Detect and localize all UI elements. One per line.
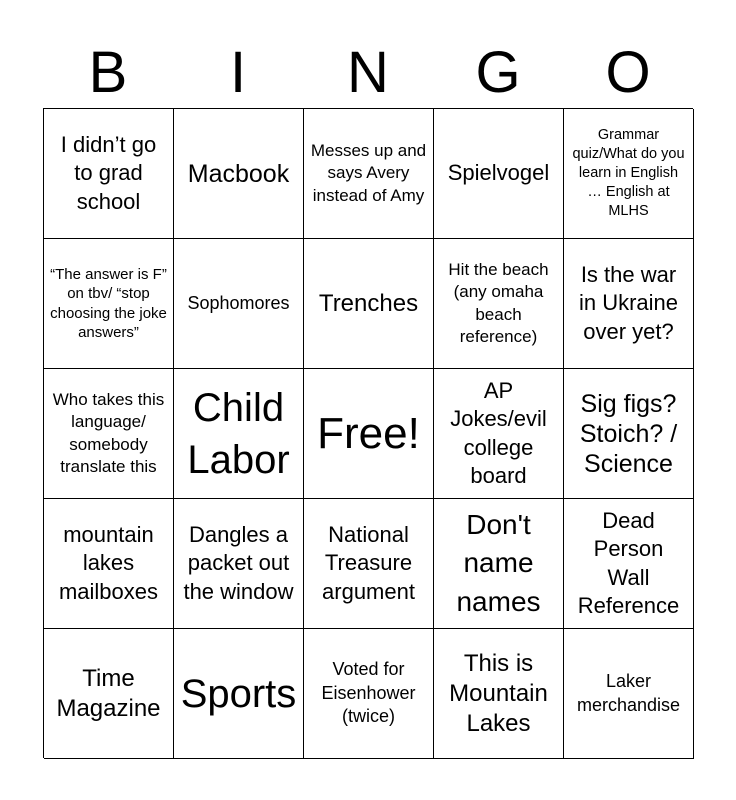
bingo-cell-r1-c1[interactable]: I didn’t go to grad school: [44, 109, 174, 239]
bingo-cell-r3-c2[interactable]: Child Labor: [174, 369, 304, 499]
bingo-cell-r4-c1[interactable]: mountain lakes mailboxes: [44, 499, 174, 629]
bingo-cell-r1-c3[interactable]: Messes up and says Avery instead of Amy: [304, 109, 434, 239]
bingo-cell-r4-c3[interactable]: National Treasure argument: [304, 499, 434, 629]
bingo-cell-r2-c5[interactable]: Is the war in Ukraine over yet?: [564, 239, 694, 369]
bingo-cell-r4-c2[interactable]: Dangles a packet out the window: [174, 499, 304, 629]
bingo-cell-r1-c5[interactable]: Grammar quiz/What do you learn in English … English at MLHS: [564, 109, 694, 239]
bingo-cell-r3-c3-free[interactable]: Free!: [304, 369, 434, 499]
bingo-card-grid: [43, 108, 693, 758]
bingo-cell-r1-c4[interactable]: Spielvogel: [434, 109, 564, 239]
bingo-cell-r2-c1[interactable]: “The answer is F” on tbv/ “stop choosing the joke answers”: [44, 239, 174, 369]
bingo-cell-r5-c3[interactable]: Voted for Eisenhower (twice): [304, 629, 434, 759]
bingo-cell-r3-c4[interactable]: AP Jokes/evil college board: [434, 369, 564, 499]
bingo-cell-r2-c4[interactable]: Hit the beach (any omaha beach reference): [434, 239, 564, 369]
header-letter-i: I: [229, 40, 247, 105]
bingo-cell-r5-c4[interactable]: This is Mountain Lakes: [434, 629, 564, 759]
bingo-cell-r2-c2[interactable]: Sophomores: [174, 239, 304, 369]
bingo-cell-r4-c4[interactable]: Don't name names: [434, 499, 564, 629]
bingo-cell-r5-c2[interactable]: Sports: [174, 629, 304, 759]
bingo-cell-r5-c1[interactable]: Time Magazine: [44, 629, 174, 759]
bingo-cell-r1-c2[interactable]: Macbook: [174, 109, 304, 239]
header-letter-g: G: [475, 40, 521, 105]
bingo-cell-r3-c1[interactable]: Who takes this language/ somebody translate this: [44, 369, 174, 499]
bingo-header: [43, 40, 693, 106]
bingo-cell-r2-c3[interactable]: Trenches: [304, 239, 434, 369]
header-letter-n: N: [347, 40, 389, 105]
header-letter-b: B: [88, 40, 128, 105]
bingo-cell-r3-c5[interactable]: Sig figs? Stoich? / Science: [564, 369, 694, 499]
bingo-cell-r4-c5[interactable]: Dead Person Wall Reference: [564, 499, 694, 629]
bingo-cell-r5-c5[interactable]: Laker merchandise: [564, 629, 694, 759]
header-letter-o: O: [605, 40, 651, 105]
